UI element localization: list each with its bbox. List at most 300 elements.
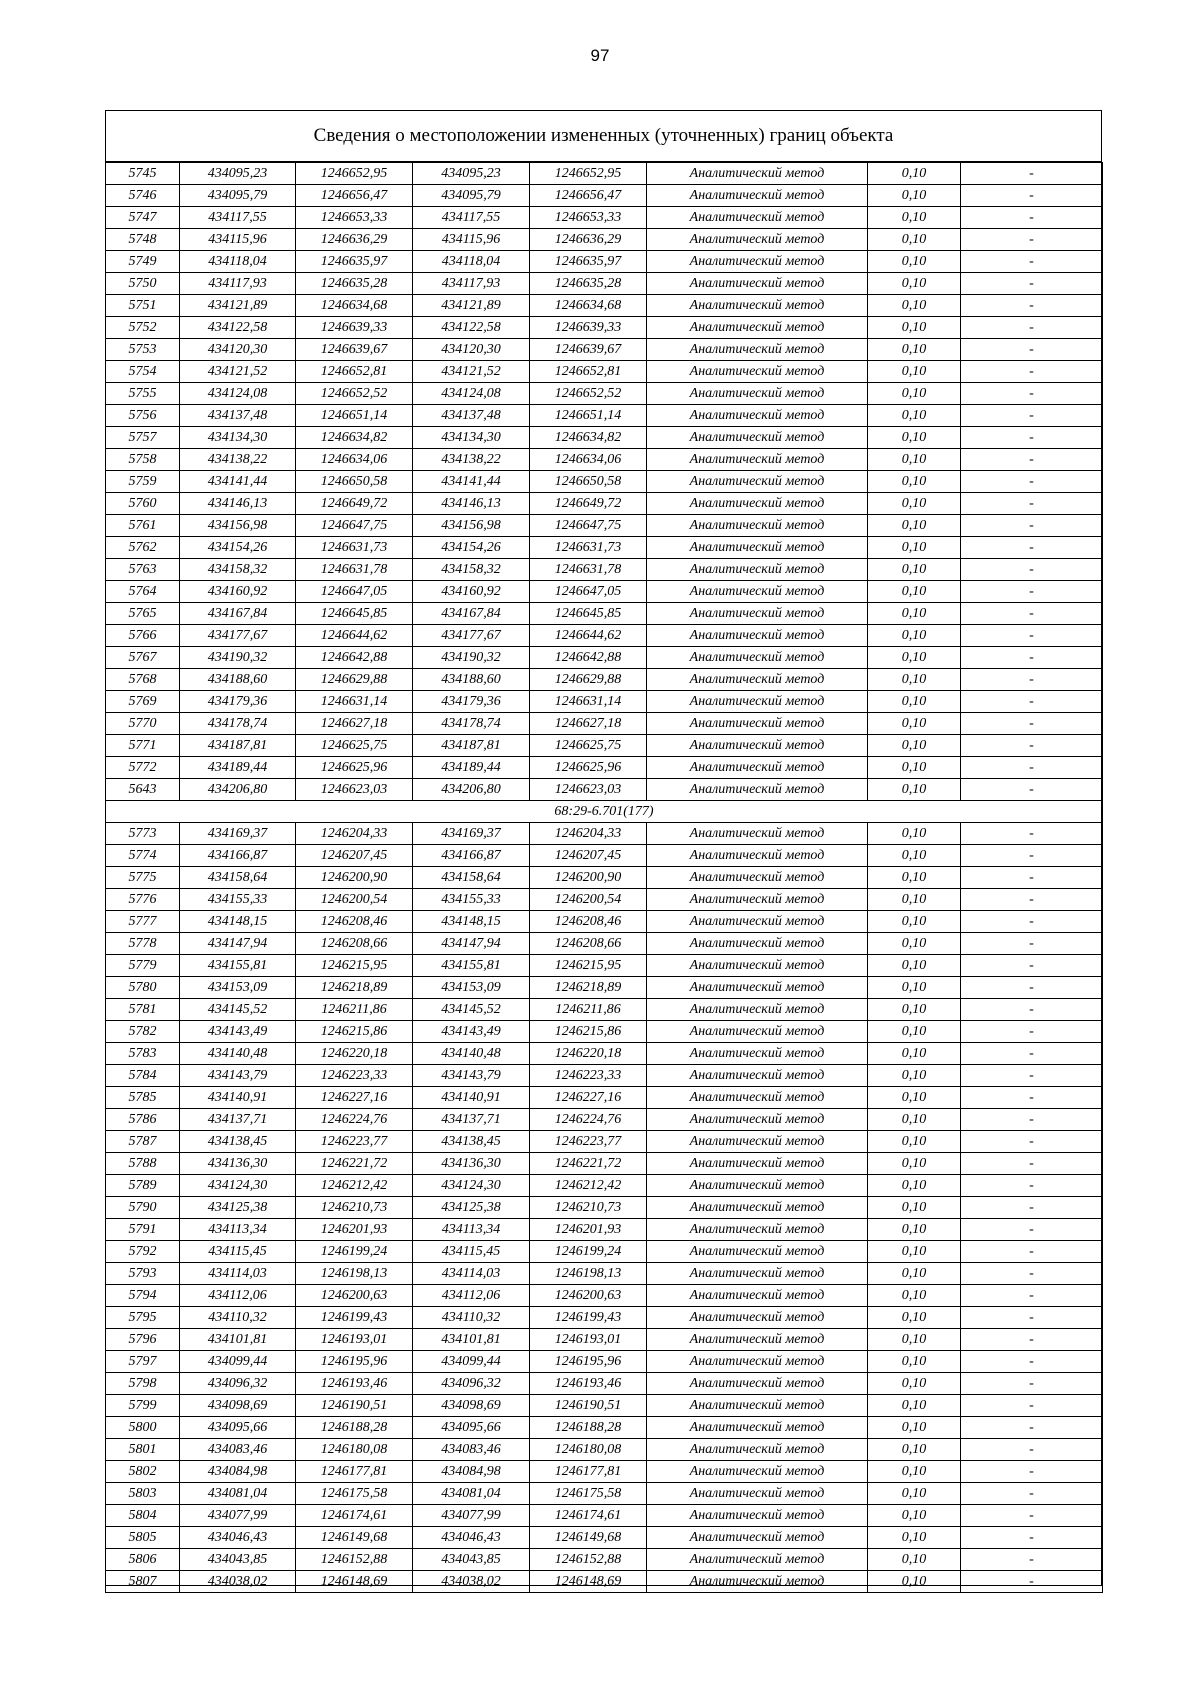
cell-x-new: 434138,45 [413, 1131, 530, 1153]
table-row [106, 1483, 1103, 1505]
cell-accuracy: 0,10 [868, 1087, 961, 1109]
cell-x-old: 434178,74 [180, 713, 296, 735]
cell-point-number: 5805 [106, 1527, 180, 1549]
cell-point-number: 5748 [106, 229, 180, 251]
cell-y-old: 1246152,88 [296, 1549, 413, 1571]
cell-y-old: 1246180,08 [296, 1439, 413, 1461]
table-row [106, 779, 1103, 801]
table-row [106, 251, 1103, 273]
cell-x-old: 434138,45 [180, 1131, 296, 1153]
cell-note: - [961, 603, 1103, 625]
table-row [106, 713, 1103, 735]
cell-x-old: 434155,33 [180, 889, 296, 911]
cell-y-old: 1246627,18 [296, 713, 413, 735]
cell-x-old: 434115,45 [180, 1241, 296, 1263]
cell-point-number: 5751 [106, 295, 180, 317]
cell-x-new: 434153,09 [413, 977, 530, 999]
cell-y-new: 1246220,18 [530, 1043, 647, 1065]
cell-method: Аналитический метод [647, 1109, 868, 1131]
cell-y-new: 1246653,33 [530, 207, 647, 229]
cell-x-old: 434110,32 [180, 1307, 296, 1329]
table-row [106, 867, 1103, 889]
cell-method: Аналитический метод [647, 1395, 868, 1417]
cell-x-old: 434141,44 [180, 471, 296, 493]
cell-accuracy: 0,10 [868, 669, 961, 691]
cell-method: Аналитический метод [647, 669, 868, 691]
cell-method: Аналитический метод [647, 1043, 868, 1065]
cell-x-new: 434099,44 [413, 1351, 530, 1373]
cell-accuracy: 0,10 [868, 1131, 961, 1153]
cell-y-old: 1246198,13 [296, 1263, 413, 1285]
cell-x-new: 434117,93 [413, 273, 530, 295]
cell-point-number: 5790 [106, 1197, 180, 1219]
cell-x-new: 434134,30 [413, 427, 530, 449]
cell-x-new: 434110,32 [413, 1307, 530, 1329]
cell-note: - [961, 911, 1103, 933]
cell-x-old: 434118,04 [180, 251, 296, 273]
cell-y-old: 1246215,95 [296, 955, 413, 977]
cell-note: - [961, 1021, 1103, 1043]
document-title: Сведения о местоположении измененных (уточненных) границ объекта [105, 110, 1102, 162]
cell-point-number: 5799 [106, 1395, 180, 1417]
cell-accuracy: 0,10 [868, 647, 961, 669]
cell-y-old: 1246148,69 [296, 1571, 413, 1593]
table-row [106, 207, 1103, 229]
page-number: 97 [590, 46, 610, 65]
cell-method: Аналитический метод [647, 1483, 868, 1505]
cell-y-old: 1246199,24 [296, 1241, 413, 1263]
cell-y-new: 1246198,13 [530, 1263, 647, 1285]
table-row [106, 1153, 1103, 1175]
table-row [106, 977, 1103, 999]
cell-y-new: 1246180,08 [530, 1439, 647, 1461]
table-row [106, 845, 1103, 867]
cell-note: - [961, 867, 1103, 889]
cell-note: - [961, 229, 1103, 251]
cell-x-old: 434120,30 [180, 339, 296, 361]
section-label: 68:29-6.701(177) [106, 801, 1103, 823]
cell-point-number: 5761 [106, 515, 180, 537]
cell-accuracy: 0,10 [868, 163, 961, 185]
cell-method: Аналитический метод [647, 1373, 868, 1395]
cell-x-new: 434166,87 [413, 845, 530, 867]
cell-x-new: 434095,79 [413, 185, 530, 207]
cell-accuracy: 0,10 [868, 1021, 961, 1043]
cell-y-old: 1246208,46 [296, 911, 413, 933]
cell-accuracy: 0,10 [868, 1505, 961, 1527]
cell-y-new: 1246148,69 [530, 1571, 647, 1593]
cell-point-number: 5643 [106, 779, 180, 801]
table-row [106, 1285, 1103, 1307]
cell-y-old: 1246635,28 [296, 273, 413, 295]
cell-x-old: 434077,99 [180, 1505, 296, 1527]
cell-point-number: 5792 [106, 1241, 180, 1263]
cell-point-number: 5779 [106, 955, 180, 977]
cell-x-new: 434146,13 [413, 493, 530, 515]
table-row [106, 735, 1103, 757]
table-row [106, 339, 1103, 361]
cell-method: Аналитический метод [647, 427, 868, 449]
cell-point-number: 5755 [106, 383, 180, 405]
cell-accuracy: 0,10 [868, 867, 961, 889]
cell-y-new: 1246174,61 [530, 1505, 647, 1527]
cell-accuracy: 0,10 [868, 603, 961, 625]
cell-x-old: 434179,36 [180, 691, 296, 713]
cell-x-new: 434158,64 [413, 867, 530, 889]
cell-note: - [961, 669, 1103, 691]
table-row [106, 471, 1103, 493]
cell-y-old: 1246190,51 [296, 1395, 413, 1417]
cell-point-number: 5758 [106, 449, 180, 471]
cell-y-new: 1246639,33 [530, 317, 647, 339]
cell-point-number: 5802 [106, 1461, 180, 1483]
cell-accuracy: 0,10 [868, 1153, 961, 1175]
cell-y-new: 1246195,96 [530, 1351, 647, 1373]
cell-method: Аналитический метод [647, 933, 868, 955]
cell-x-old: 434113,34 [180, 1219, 296, 1241]
cell-y-old: 1246634,06 [296, 449, 413, 471]
cell-method: Аналитический метод [647, 823, 868, 845]
table-row [106, 1527, 1103, 1549]
cell-note: - [961, 1439, 1103, 1461]
cell-point-number: 5754 [106, 361, 180, 383]
cell-method: Аналитический метод [647, 273, 868, 295]
cell-y-old: 1246220,18 [296, 1043, 413, 1065]
cell-x-new: 434117,55 [413, 207, 530, 229]
cell-accuracy: 0,10 [868, 185, 961, 207]
cell-point-number: 5768 [106, 669, 180, 691]
cell-y-new: 1246634,68 [530, 295, 647, 317]
cell-x-old: 434095,23 [180, 163, 296, 185]
table-row [106, 625, 1103, 647]
cell-y-old: 1246649,72 [296, 493, 413, 515]
cell-y-old: 1246188,28 [296, 1417, 413, 1439]
cell-x-new: 434137,48 [413, 405, 530, 427]
cell-y-old: 1246193,01 [296, 1329, 413, 1351]
cell-note: - [961, 955, 1103, 977]
cell-point-number: 5777 [106, 911, 180, 933]
table-row [106, 823, 1103, 845]
cell-y-new: 1246647,05 [530, 581, 647, 603]
cell-accuracy: 0,10 [868, 559, 961, 581]
cell-accuracy: 0,10 [868, 1549, 961, 1571]
cell-x-new: 434187,81 [413, 735, 530, 757]
cell-note: - [961, 405, 1103, 427]
table-row [106, 185, 1103, 207]
cell-x-old: 434148,15 [180, 911, 296, 933]
cell-accuracy: 0,10 [868, 735, 961, 757]
cell-x-old: 434206,80 [180, 779, 296, 801]
table-row [106, 449, 1103, 471]
cell-method: Аналитический метод [647, 1351, 868, 1373]
cell-x-old: 434101,81 [180, 1329, 296, 1351]
cell-note: - [961, 1329, 1103, 1351]
cell-x-old: 434124,08 [180, 383, 296, 405]
table-row [106, 427, 1103, 449]
cell-point-number: 5775 [106, 867, 180, 889]
cell-point-number: 5784 [106, 1065, 180, 1087]
cell-y-new: 1246647,75 [530, 515, 647, 537]
cell-point-number: 5760 [106, 493, 180, 515]
cell-accuracy: 0,10 [868, 625, 961, 647]
cell-y-old: 1246193,46 [296, 1373, 413, 1395]
cell-y-old: 1246644,62 [296, 625, 413, 647]
cell-x-new: 434138,22 [413, 449, 530, 471]
table-row [106, 317, 1103, 339]
table-row [106, 647, 1103, 669]
cell-accuracy: 0,10 [868, 317, 961, 339]
cell-x-new: 434098,69 [413, 1395, 530, 1417]
cell-x-old: 434098,69 [180, 1395, 296, 1417]
cell-x-new: 434155,33 [413, 889, 530, 911]
cell-x-new: 434046,43 [413, 1527, 530, 1549]
cell-y-old: 1246221,72 [296, 1153, 413, 1175]
cell-accuracy: 0,10 [868, 889, 961, 911]
cell-note: - [961, 1505, 1103, 1527]
cell-method: Аналитический метод [647, 493, 868, 515]
cell-x-old: 434112,06 [180, 1285, 296, 1307]
table-row [106, 955, 1103, 977]
cell-method: Аналитический метод [647, 625, 868, 647]
cell-y-old: 1246211,86 [296, 999, 413, 1021]
cell-point-number: 5764 [106, 581, 180, 603]
table-row [106, 1439, 1103, 1461]
cell-note: - [961, 1131, 1103, 1153]
cell-y-new: 1246204,33 [530, 823, 647, 845]
cell-y-new: 1246193,01 [530, 1329, 647, 1351]
cell-method: Аналитический метод [647, 647, 868, 669]
cell-y-new: 1246649,72 [530, 493, 647, 515]
cell-x-old: 434096,32 [180, 1373, 296, 1395]
cell-point-number: 5793 [106, 1263, 180, 1285]
cell-x-new: 434118,04 [413, 251, 530, 273]
cell-y-new: 1246645,85 [530, 603, 647, 625]
cell-method: Аналитический метод [647, 713, 868, 735]
cell-accuracy: 0,10 [868, 383, 961, 405]
table-row [106, 1175, 1103, 1197]
cell-note: - [961, 735, 1103, 757]
cell-method: Аналитический метод [647, 163, 868, 185]
cell-y-new: 1246208,66 [530, 933, 647, 955]
table-row [106, 603, 1103, 625]
cell-x-old: 434137,48 [180, 405, 296, 427]
cell-method: Аналитический метод [647, 1549, 868, 1571]
cell-x-old: 434177,67 [180, 625, 296, 647]
cell-method: Аналитический метод [647, 251, 868, 273]
cell-y-old: 1246149,68 [296, 1527, 413, 1549]
cell-method: Аналитический метод [647, 185, 868, 207]
cell-y-old: 1246207,45 [296, 845, 413, 867]
cell-accuracy: 0,10 [868, 1417, 961, 1439]
cell-y-old: 1246645,85 [296, 603, 413, 625]
cell-x-new: 434148,15 [413, 911, 530, 933]
cell-accuracy: 0,10 [868, 229, 961, 251]
cell-method: Аналитический метод [647, 1021, 868, 1043]
cell-accuracy: 0,10 [868, 999, 961, 1021]
cell-accuracy: 0,10 [868, 1395, 961, 1417]
cell-y-new: 1246652,52 [530, 383, 647, 405]
cell-x-old: 434147,94 [180, 933, 296, 955]
table-row [106, 1021, 1103, 1043]
cell-point-number: 5781 [106, 999, 180, 1021]
coordinates-table-body [106, 163, 1103, 1593]
cell-y-new: 1246627,18 [530, 713, 647, 735]
table-row [106, 1263, 1103, 1285]
cell-method: Аналитический метод [647, 911, 868, 933]
cell-point-number: 5747 [106, 207, 180, 229]
table-row [106, 1307, 1103, 1329]
cell-note: - [961, 251, 1103, 273]
cell-note: - [961, 559, 1103, 581]
cell-method: Аналитический метод [647, 1307, 868, 1329]
cell-method: Аналитический метод [647, 603, 868, 625]
cell-accuracy: 0,10 [868, 1527, 961, 1549]
cell-y-new: 1246224,76 [530, 1109, 647, 1131]
cell-note: - [961, 933, 1103, 955]
cell-y-old: 1246652,52 [296, 383, 413, 405]
cell-x-old: 434114,03 [180, 1263, 296, 1285]
cell-accuracy: 0,10 [868, 1285, 961, 1307]
cell-accuracy: 0,10 [868, 713, 961, 735]
cell-x-old: 434188,60 [180, 669, 296, 691]
cell-method: Аналитический метод [647, 955, 868, 977]
cell-note: - [961, 1241, 1103, 1263]
cell-x-new: 434121,89 [413, 295, 530, 317]
cell-y-old: 1246212,42 [296, 1175, 413, 1197]
cell-note: - [961, 999, 1103, 1021]
cell-method: Аналитический метод [647, 1461, 868, 1483]
cell-x-new: 434154,26 [413, 537, 530, 559]
cell-y-old: 1246631,73 [296, 537, 413, 559]
cell-point-number: 5795 [106, 1307, 180, 1329]
cell-accuracy: 0,10 [868, 405, 961, 427]
cell-point-number: 5774 [106, 845, 180, 867]
cell-x-new: 434147,94 [413, 933, 530, 955]
cell-x-new: 434167,84 [413, 603, 530, 625]
cell-point-number: 5797 [106, 1351, 180, 1373]
cell-y-new: 1246635,97 [530, 251, 647, 273]
cell-y-new: 1246149,68 [530, 1527, 647, 1549]
cell-note: - [961, 1571, 1103, 1593]
cell-accuracy: 0,10 [868, 515, 961, 537]
table-row [106, 999, 1103, 1021]
cell-y-old: 1246629,88 [296, 669, 413, 691]
cell-note: - [961, 1219, 1103, 1241]
cell-x-old: 434095,79 [180, 185, 296, 207]
cell-x-new: 434095,66 [413, 1417, 530, 1439]
cell-y-new: 1246642,88 [530, 647, 647, 669]
cell-accuracy: 0,10 [868, 845, 961, 867]
cell-y-old: 1246625,75 [296, 735, 413, 757]
cell-x-new: 434178,74 [413, 713, 530, 735]
cell-point-number: 5770 [106, 713, 180, 735]
cell-accuracy: 0,10 [868, 1483, 961, 1505]
section-row [106, 801, 1103, 823]
cell-point-number: 5780 [106, 977, 180, 999]
cell-note: - [961, 163, 1103, 185]
cell-x-new: 434124,30 [413, 1175, 530, 1197]
cell-accuracy: 0,10 [868, 1219, 961, 1241]
cell-y-new: 1246631,73 [530, 537, 647, 559]
table-row [106, 163, 1103, 185]
cell-point-number: 5788 [106, 1153, 180, 1175]
cell-accuracy: 0,10 [868, 207, 961, 229]
cell-x-old: 434081,04 [180, 1483, 296, 1505]
table-row [106, 1241, 1103, 1263]
cell-x-old: 434121,52 [180, 361, 296, 383]
cell-y-new: 1246188,28 [530, 1417, 647, 1439]
cell-x-old: 434169,37 [180, 823, 296, 845]
cell-note: - [961, 977, 1103, 999]
cell-method: Аналитический метод [647, 1219, 868, 1241]
cell-y-old: 1246647,05 [296, 581, 413, 603]
cell-method: Аналитический метод [647, 207, 868, 229]
cell-y-old: 1246653,33 [296, 207, 413, 229]
cell-method: Аналитический метод [647, 449, 868, 471]
cell-y-old: 1246224,76 [296, 1109, 413, 1131]
cell-y-new: 1246625,75 [530, 735, 647, 757]
cell-method: Аналитический метод [647, 339, 868, 361]
cell-y-new: 1246639,67 [530, 339, 647, 361]
cell-note: - [961, 625, 1103, 647]
cell-y-new: 1246634,06 [530, 449, 647, 471]
cell-y-old: 1246652,81 [296, 361, 413, 383]
cell-accuracy: 0,10 [868, 1351, 961, 1373]
cell-note: - [961, 493, 1103, 515]
cell-y-new: 1246215,95 [530, 955, 647, 977]
cell-x-old: 434143,49 [180, 1021, 296, 1043]
cell-method: Аналитический метод [647, 581, 868, 603]
table-row [106, 361, 1103, 383]
cell-x-new: 434083,46 [413, 1439, 530, 1461]
table-row [106, 691, 1103, 713]
table-row [106, 1571, 1103, 1593]
cell-point-number: 5767 [106, 647, 180, 669]
cell-accuracy: 0,10 [868, 1175, 961, 1197]
table-row [106, 1043, 1103, 1065]
table-row [106, 1417, 1103, 1439]
cell-note: - [961, 317, 1103, 339]
cell-point-number: 5800 [106, 1417, 180, 1439]
table-row [106, 1219, 1103, 1241]
cell-x-new: 434122,58 [413, 317, 530, 339]
cell-point-number: 5782 [106, 1021, 180, 1043]
cell-x-new: 434140,48 [413, 1043, 530, 1065]
cell-y-old: 1246223,33 [296, 1065, 413, 1087]
cell-method: Аналитический метод [647, 1241, 868, 1263]
cell-x-old: 434153,09 [180, 977, 296, 999]
cell-x-new: 434169,37 [413, 823, 530, 845]
cell-x-new: 434158,32 [413, 559, 530, 581]
cell-accuracy: 0,10 [868, 955, 961, 977]
cell-y-new: 1246201,93 [530, 1219, 647, 1241]
cell-accuracy: 0,10 [868, 493, 961, 515]
cell-x-new: 434140,91 [413, 1087, 530, 1109]
cell-note: - [961, 295, 1103, 317]
table-row [106, 493, 1103, 515]
coordinates-table [105, 162, 1103, 1593]
cell-x-old: 434155,81 [180, 955, 296, 977]
table-row [106, 1109, 1103, 1131]
cell-method: Аналитический метод [647, 1087, 868, 1109]
cell-x-old: 434125,38 [180, 1197, 296, 1219]
table-row [106, 1461, 1103, 1483]
cell-note: - [961, 779, 1103, 801]
cell-y-new: 1246207,45 [530, 845, 647, 867]
cell-y-old: 1246200,54 [296, 889, 413, 911]
cell-point-number: 5773 [106, 823, 180, 845]
cell-note: - [961, 1417, 1103, 1439]
